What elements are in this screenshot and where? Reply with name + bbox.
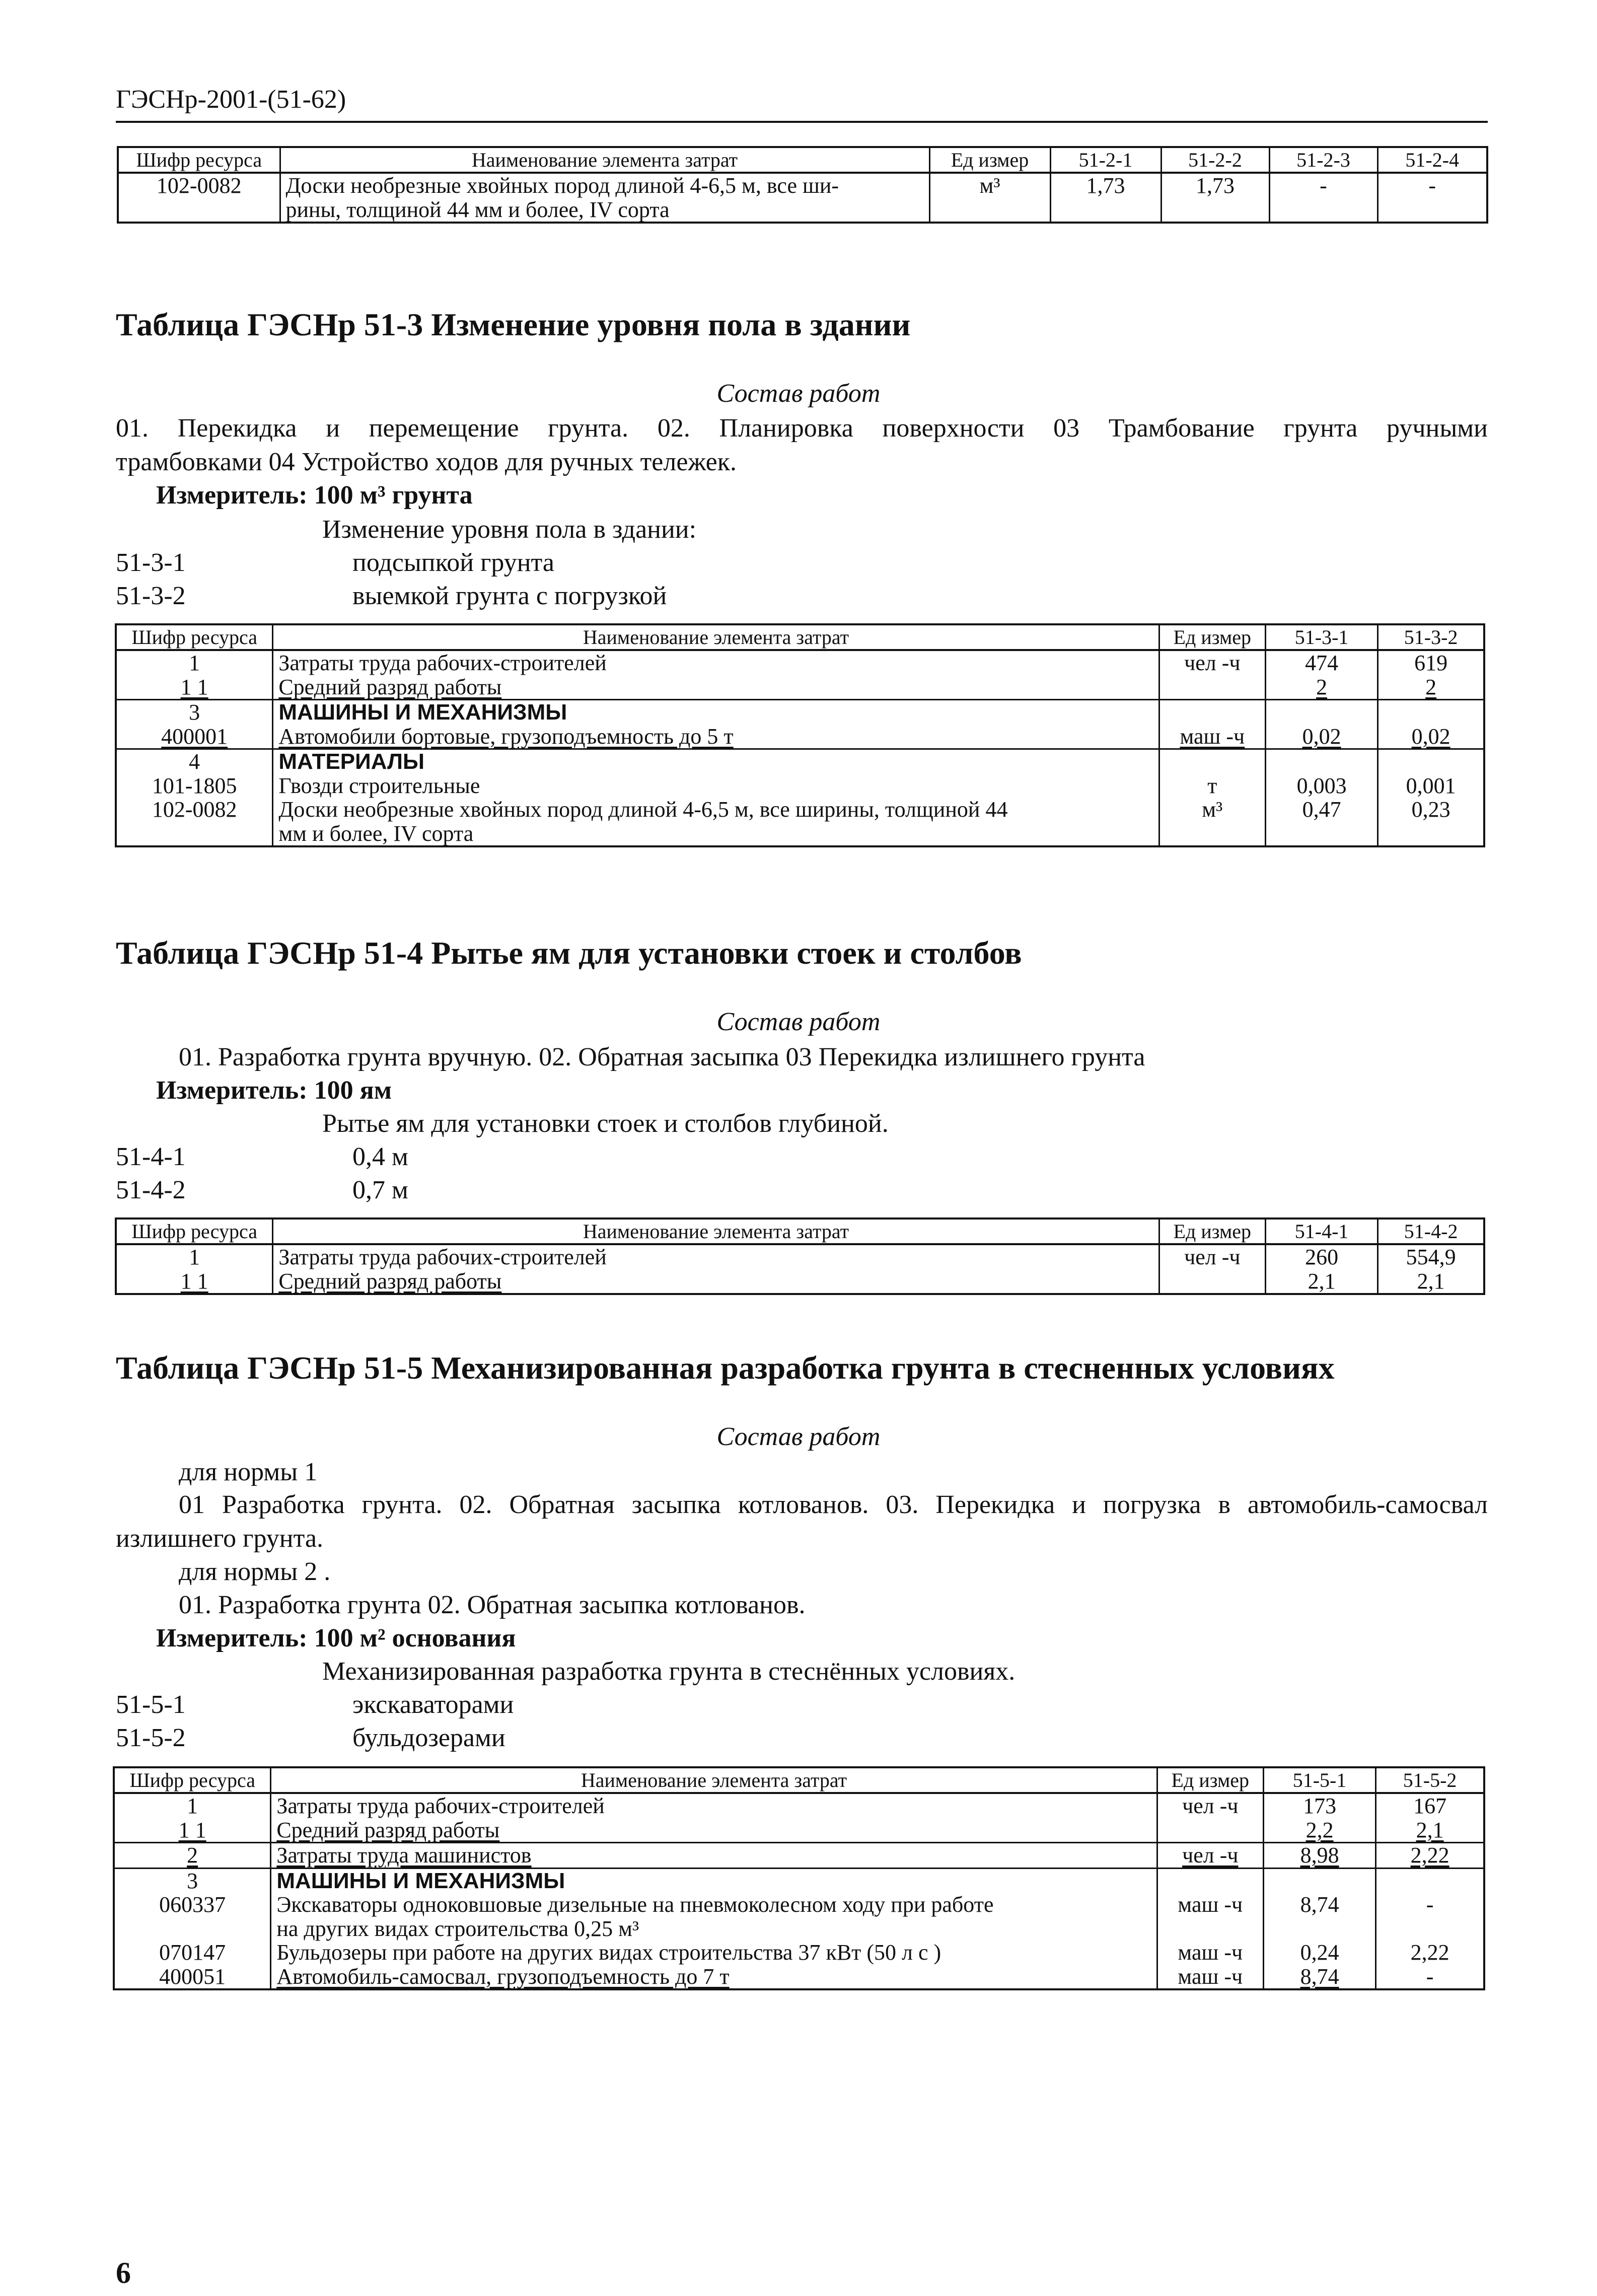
page-number: 6	[116, 2256, 131, 2289]
element-name: Автомобили бортовые, грузоподъемность до 5 т	[273, 725, 1159, 749]
table-row	[114, 1843, 1484, 1869]
norm-text: экскаваторами	[352, 1690, 514, 1719]
table-row	[114, 1893, 1484, 1941]
table-row	[116, 1269, 1484, 1295]
unit	[1159, 675, 1265, 700]
element-name: Бульдозеры при работе на других видах строительства 37 кВт (50 л с )	[271, 1941, 1157, 1965]
unit: чел -ч	[1159, 1244, 1265, 1269]
col-code: 51-2-3	[1269, 147, 1377, 173]
element-name: Автомобиль-самосвал, грузоподъемность до 7 т	[271, 1965, 1157, 1990]
value: 2,22	[1376, 1941, 1484, 1965]
table-row	[114, 1941, 1484, 1965]
col-code: 51-5-2	[1376, 1767, 1484, 1793]
unit: чел -ч	[1157, 1793, 1263, 1818]
table-row	[116, 749, 1484, 774]
element-name: Затраты труда рабочих-строителей	[273, 1244, 1159, 1269]
section-title-51-3: Таблица ГЭСНр 51-3 Изменение уровня пола в здании	[116, 307, 911, 342]
unit: т	[1159, 774, 1265, 798]
table-row	[116, 675, 1484, 700]
value: 8,74	[1263, 1893, 1375, 1941]
table-51-4	[115, 1217, 1485, 1295]
resource-code: 101-1805	[116, 774, 273, 798]
section-title-51-4: Таблица ГЭСНр 51-4 Рытье ям для установки стоек и столбов	[116, 935, 1022, 971]
table-row	[116, 798, 1484, 846]
col-resource: Шифр ресурса	[116, 624, 273, 650]
resource-code: 060337	[114, 1893, 271, 1941]
norm-code: 51-5-2	[116, 1724, 186, 1752]
col-code: 51-3-1	[1265, 624, 1377, 650]
unit: маш -ч	[1157, 1965, 1263, 1990]
value: 2,2	[1263, 1818, 1375, 1843]
value: 0,23	[1378, 798, 1484, 846]
element-name: Затраты труда машинистов	[271, 1843, 1157, 1869]
element-name: Гвозди строительные	[273, 774, 1159, 798]
value: -	[1269, 173, 1377, 223]
table-row	[116, 700, 1484, 725]
element-name: Доски необрезные хвойных пород длиной 4-6,5 м, все ширины, толщиной 44 мм и более, IV сорта	[273, 798, 1159, 846]
norm-code: 51-4-1	[116, 1142, 186, 1171]
table-51-2-continuation	[117, 146, 1488, 224]
section-title-51-5: Таблица ГЭСНр 51-5 Механизированная разработка грунта в стесненных условиях	[116, 1350, 1335, 1386]
value: 0,02	[1265, 725, 1377, 749]
unit	[1159, 1269, 1265, 1295]
table-row	[114, 1868, 1484, 1893]
table-row	[114, 1793, 1484, 1818]
value	[1263, 1868, 1375, 1893]
element-name: Экскаваторы одноковшовые дизельные на пневмоколесном ходу при работе на других видах строительства 0,25 м³	[271, 1893, 1157, 1941]
resource-code: 2	[114, 1843, 271, 1869]
unit: м³	[1159, 798, 1265, 846]
unit: м³	[929, 173, 1050, 223]
value: 2	[1378, 675, 1484, 700]
norm-code: 51-3-2	[116, 582, 186, 610]
meter: Измеритель: 100 м³ грунта	[156, 481, 473, 510]
value	[1378, 749, 1484, 774]
norm-label: для нормы 1	[179, 1458, 318, 1486]
table-row	[116, 650, 1484, 675]
norm-heading: Механизированная разработка грунта в стеснённых условиях.	[322, 1657, 1015, 1686]
table-51-3	[115, 623, 1485, 847]
norm-text: выемкой грунта с погрузкой	[352, 582, 667, 610]
work-composition-line: 01 Разработка грунта. 02. Обратная засыпка котлованов. 03. Перекидка и погрузка в автомобиль-самосвал	[179, 1490, 1488, 1519]
work-composition-line: трамбовками 04 Устройство ходов для ручных тележек.	[116, 448, 737, 476]
value: 554,9	[1378, 1244, 1484, 1269]
resource-code: 1	[116, 1244, 273, 1269]
value: 2,1	[1265, 1269, 1377, 1295]
col-code: 51-2-1	[1050, 147, 1161, 173]
norm-text: 0,7 м	[352, 1176, 408, 1204]
work-composition-line: 01. Разработка грунта 02. Обратная засыпка котлованов.	[179, 1591, 806, 1619]
group-heading: МАТЕРИАЛЫ	[273, 749, 1159, 774]
col-unit: Ед измер	[1159, 1218, 1265, 1244]
table-row	[116, 774, 1484, 798]
norm-text: бульдозерами	[352, 1724, 505, 1752]
value: 8,74	[1263, 1965, 1375, 1990]
resource-code: 102-0082	[116, 798, 273, 846]
resource-code: 102-0082	[118, 173, 280, 223]
col-name: Наименование элемента затрат	[273, 1218, 1159, 1244]
element-name: Средний разряд работы	[271, 1818, 1157, 1843]
unit: маш -ч	[1157, 1893, 1263, 1941]
norm-label: для нормы 2 .	[179, 1557, 331, 1586]
value: 619	[1378, 650, 1484, 675]
meter: Измеритель: 100 ям	[156, 1076, 392, 1105]
unit: маш -ч	[1159, 725, 1265, 749]
resource-code: 400051	[114, 1965, 271, 1990]
col-code: 51-2-2	[1161, 147, 1269, 173]
unit: чел -ч	[1157, 1843, 1263, 1869]
work-composition-line: 01. Перекидка и перемещение грунта. 02. Планировка поверхности 03 Трамбование грунта ручными	[116, 414, 1488, 443]
value: 1,73	[1050, 173, 1161, 223]
table-51-5	[113, 1766, 1485, 1990]
value: 2	[1265, 675, 1377, 700]
value: 2,1	[1378, 1269, 1484, 1295]
col-code: 51-4-2	[1378, 1218, 1484, 1244]
resource-code: 070147	[114, 1941, 271, 1965]
norm-text: 0,4 м	[352, 1142, 408, 1171]
col-name: Наименование элемента затрат	[271, 1767, 1157, 1793]
value	[1265, 749, 1377, 774]
norm-text: подсыпкой грунта	[352, 548, 554, 577]
running-header: ГЭСНр-2001-(51-62)	[116, 85, 346, 114]
value	[1376, 1868, 1484, 1893]
value	[1378, 700, 1484, 725]
unit	[1159, 700, 1265, 725]
table-row	[116, 1244, 1484, 1269]
element-name: Затраты труда рабочих-строителей	[273, 650, 1159, 675]
col-unit: Ед измер	[929, 147, 1050, 173]
resource-code: 1 1	[114, 1818, 271, 1843]
norm-code: 51-5-1	[116, 1690, 186, 1719]
value: 0,24	[1263, 1941, 1375, 1965]
col-name: Наименование элемента затрат	[280, 147, 929, 173]
unit	[1157, 1818, 1263, 1843]
value: 0,02	[1378, 725, 1484, 749]
col-unit: Ед измер	[1159, 624, 1265, 650]
col-resource: Шифр ресурса	[114, 1767, 271, 1793]
unit	[1159, 749, 1265, 774]
col-resource: Шифр ресурса	[118, 147, 280, 173]
resource-code: 1 1	[116, 1269, 273, 1295]
value: -	[1376, 1893, 1484, 1941]
norm-code: 51-3-1	[116, 548, 186, 577]
element-name: Доски необрезные хвойных пород длиной 4-6,5 м, все ши- рины, толщиной 44 мм и более, IV сорта	[280, 173, 929, 223]
unit: маш -ч	[1157, 1941, 1263, 1965]
group-heading: МАШИНЫ И МЕХАНИЗМЫ	[271, 1868, 1157, 1893]
value: 260	[1265, 1244, 1377, 1269]
table-row	[114, 1965, 1484, 1990]
norm-heading: Изменение уровня пола в здании:	[322, 515, 697, 544]
work-composition-line: излишнего грунта.	[116, 1524, 324, 1553]
col-code: 51-5-1	[1263, 1767, 1375, 1793]
unit	[1157, 1868, 1263, 1893]
group-heading: МАШИНЫ И МЕХАНИЗМЫ	[273, 700, 1159, 725]
work-composition-line: 01. Разработка грунта вручную. 02. Обратная засыпка 03 Перекидка излишнего грунта	[179, 1043, 1145, 1071]
resource-code: 3	[114, 1868, 271, 1893]
col-code: 51-3-2	[1378, 624, 1484, 650]
composition-label: Состав работ	[716, 379, 881, 408]
resource-code: 1	[116, 650, 273, 675]
value: 2,1	[1376, 1818, 1484, 1843]
element-name: Средний разряд работы	[273, 1269, 1159, 1295]
value	[1265, 700, 1377, 725]
resource-code: 400001	[116, 725, 273, 749]
table-row	[116, 725, 1484, 749]
value: 8,98	[1263, 1843, 1375, 1869]
table-row	[118, 173, 1487, 223]
composition-label: Состав работ	[716, 1008, 881, 1036]
value: 2,22	[1376, 1843, 1484, 1869]
composition-label: Состав работ	[716, 1422, 881, 1451]
value: 173	[1263, 1793, 1375, 1818]
col-unit: Ед измер	[1157, 1767, 1263, 1793]
norm-heading: Рытье ям для установки стоек и столбов глубиной.	[322, 1109, 889, 1138]
value: 0,47	[1265, 798, 1377, 846]
meter: Измеритель: 100 м² основания	[156, 1624, 516, 1653]
value: 0,001	[1378, 774, 1484, 798]
value: 1,73	[1161, 173, 1269, 223]
resource-code: 3	[116, 700, 273, 725]
element-name: Затраты труда рабочих-строителей	[271, 1793, 1157, 1818]
resource-code: 4	[116, 749, 273, 774]
value: -	[1376, 1965, 1484, 1990]
value: -	[1377, 173, 1487, 223]
col-resource: Шифр ресурса	[116, 1218, 273, 1244]
col-code: 51-4-1	[1265, 1218, 1377, 1244]
col-name: Наименование элемента затрат	[273, 624, 1159, 650]
resource-code: 1 1	[116, 675, 273, 700]
value: 0,003	[1265, 774, 1377, 798]
unit: чел -ч	[1159, 650, 1265, 675]
header-rule	[116, 121, 1488, 123]
value: 474	[1265, 650, 1377, 675]
norm-code: 51-4-2	[116, 1176, 186, 1204]
col-code: 51-2-4	[1377, 147, 1487, 173]
table-row	[114, 1818, 1484, 1843]
value: 167	[1376, 1793, 1484, 1818]
resource-code: 1	[114, 1793, 271, 1818]
element-name: Средний разряд работы	[273, 675, 1159, 700]
